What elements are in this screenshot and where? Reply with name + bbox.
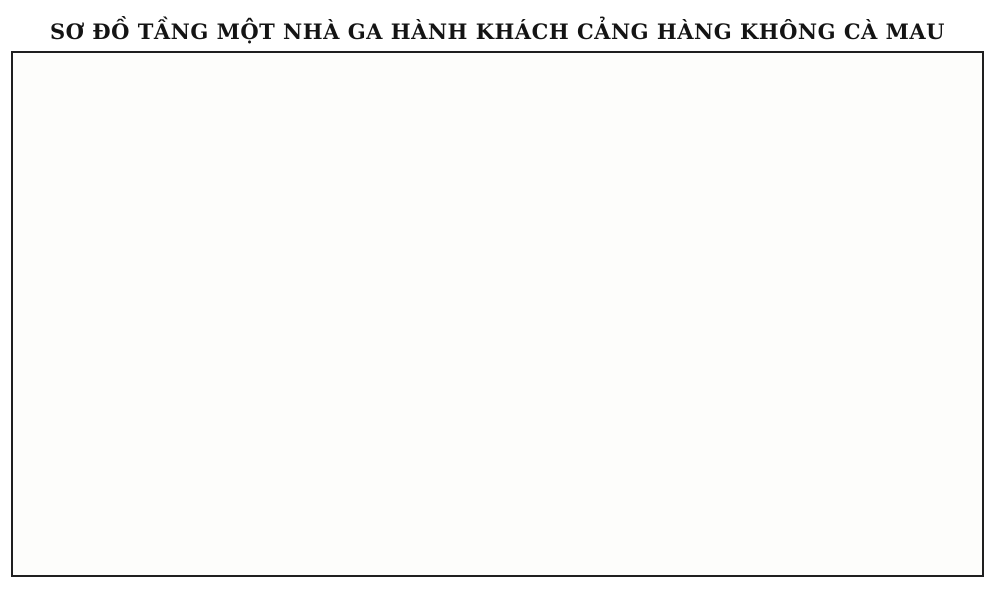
sheet-border xyxy=(11,11,984,577)
drawing-title: SƠ ĐỒ TẦNG MỘT NHÀ GA HÀNH KHÁCH CẢNG HÀNG KHÔNG CÀ MAU xyxy=(49,18,945,44)
title-band xyxy=(11,11,984,53)
